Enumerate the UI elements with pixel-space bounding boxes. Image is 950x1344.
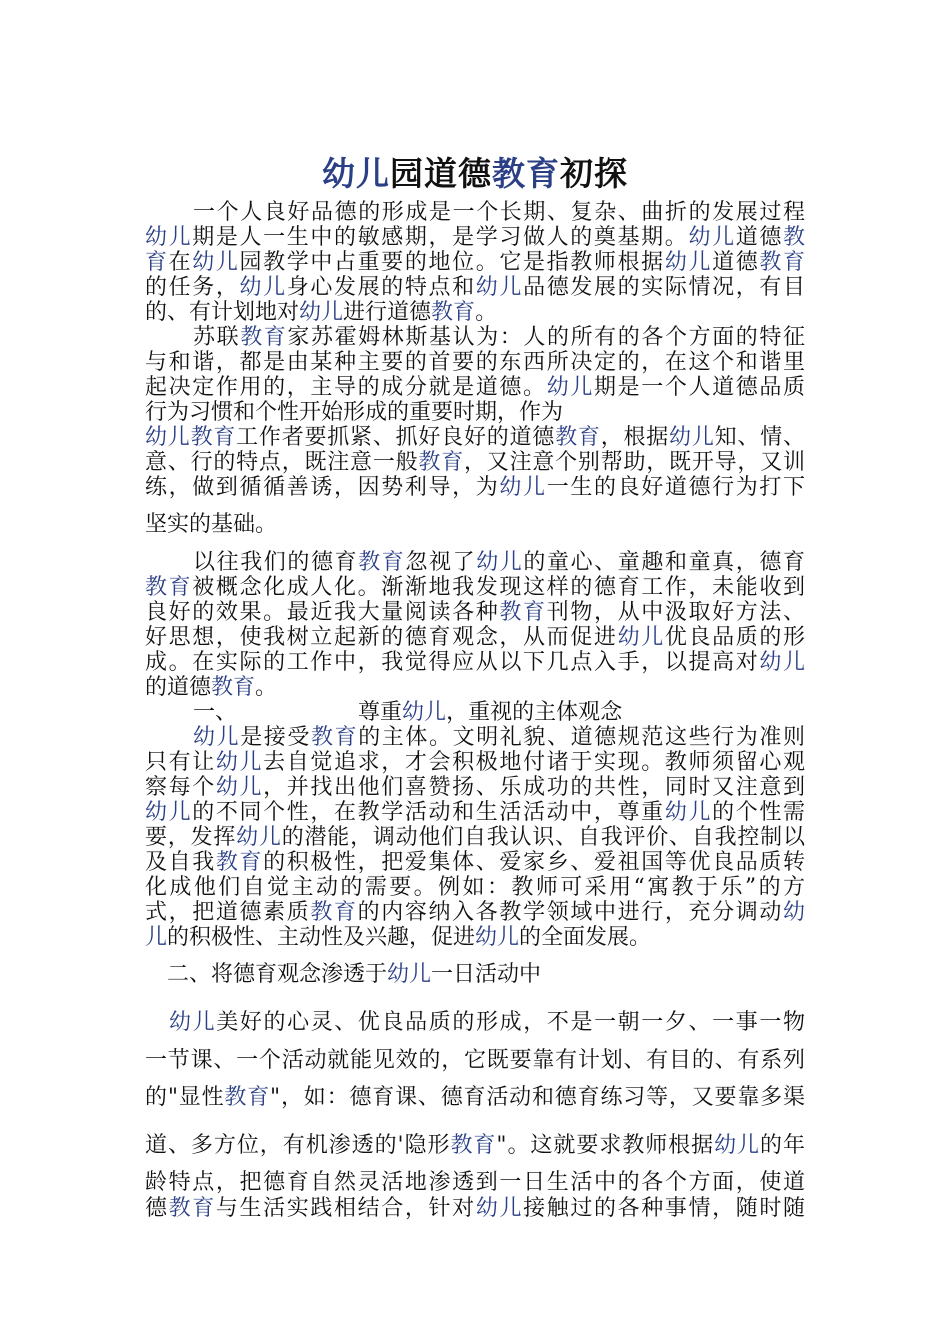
text-segment: 练，做到循循善诱，因势利导，为 [145, 475, 500, 500]
highlighted-term: 教育 [211, 675, 256, 700]
text-segment: 园教学中占重要的地位。它是指教师根据 [239, 250, 665, 275]
text-segment: 一个人良好品德的形成是一个长期、复杂、曲折的发展过程 [193, 200, 805, 225]
text-segment: 意、行的特点，既注意一般 [145, 450, 419, 475]
highlighted-term: 幼儿 [669, 425, 715, 450]
highlighted-term: 教育 [431, 300, 476, 325]
text-segment: 去自觉追求，才会积极地付诸于实现。教师须留心观 [263, 750, 805, 775]
title-highlight-segment: 教育 [492, 154, 560, 193]
text-segment: 龄特点，把德育自然灵活地渗透到一日生活中的各个方面，使道 [145, 1170, 805, 1195]
text-segment: 苏联 [193, 325, 241, 350]
text-segment: 进行道德 [343, 300, 432, 325]
text-segment: 的"显性 [145, 1085, 225, 1110]
highlighted-term: 幼儿 [664, 250, 713, 275]
highlighted-term: 幼儿 [759, 650, 805, 675]
highlighted-term: 幼儿 [617, 625, 665, 650]
text-segment: 的潜能，调动他们自我认识、自我评价、自我控制以 [281, 825, 805, 850]
highlighted-term: 教育 [168, 1196, 216, 1221]
text-segment: 的道德 [145, 675, 212, 700]
highlighted-term: 幼儿 [546, 375, 594, 400]
highlighted-term: 教育 [358, 550, 406, 575]
document-title [0, 152, 950, 196]
text-segment: 一日活动中 [431, 962, 542, 987]
text-segment: 与生活实践相结合，针对 [215, 1196, 476, 1221]
text-line [145, 475, 805, 500]
text-line [145, 600, 805, 625]
highlighted-term: 幼儿 [299, 300, 344, 325]
text-line [145, 1133, 805, 1158]
highlighted-term: 儿 [145, 925, 168, 950]
text-segment: 的童心、童趣和童真，德育 [523, 550, 805, 575]
text-line [145, 375, 805, 400]
text-segment: 。 [255, 675, 278, 700]
highlighted-term: 教 [782, 225, 805, 250]
text-segment: 的、有计划地对 [145, 300, 300, 325]
text-segment: 美好的心灵、优良品质的形成，不是一朝一夕、一事一物 [216, 1010, 805, 1035]
text-segment: 的主体。文明礼貌、道德规范这些行为准则 [358, 725, 805, 750]
text-segment: 及自我 [145, 850, 216, 875]
highlighted-term: 幼儿 [193, 725, 241, 750]
text-segment: 工作者要抓紧、抓好良好的道德 [236, 425, 556, 450]
highlighted-term: 幼儿 [387, 962, 432, 987]
text-segment: 化成他们自觉主动的需要。例如：教师可采用“寓教于乐”的方 [145, 875, 805, 900]
text-segment: 好思想，使我树立起新的德育观念，从而促进 [145, 625, 618, 650]
text-segment: ，重视的主体观念 [446, 700, 623, 725]
text-segment: 家苏霍姆林斯基认为：人的所有的各个方面的特征 [287, 325, 805, 350]
text-segment: ，根据 [600, 425, 670, 450]
text-segment: 一生的良好道德行为打下 [546, 475, 805, 500]
text-line [167, 962, 805, 987]
text-line [193, 700, 805, 725]
highlighted-term: 幼儿 [499, 475, 547, 500]
text-line [145, 850, 805, 875]
title-highlight-segment: 幼儿 [322, 154, 390, 193]
highlighted-term: 教育 [145, 575, 193, 600]
text-segment: 尊重 [358, 700, 403, 725]
text-line [145, 350, 805, 375]
text-line [145, 650, 805, 675]
title-segment: 园道德 [390, 154, 492, 193]
highlighted-term: 幼 [782, 900, 805, 925]
text-segment: 的积极性、主动性及兴趣，促进 [167, 925, 476, 950]
highlighted-term: 幼儿 [236, 825, 282, 850]
title-segment: 初探 [560, 154, 628, 193]
highlighted-term: 育 [145, 250, 169, 275]
highlighted-term: 幼儿 [145, 800, 193, 825]
text-segment: 道德 [735, 225, 783, 250]
highlighted-term: 幼儿 [714, 1133, 760, 1158]
text-segment: 忽视了 [405, 550, 477, 575]
text-segment: 一节课、一个活动就能见效的，它既要靠有计划、有目的、有系列 [145, 1048, 805, 1073]
highlighted-term: 教育 [499, 600, 547, 625]
text-segment: 的积极性，把爱集体、爱家乡、爱祖国等优良品质转 [263, 850, 805, 875]
highlighted-term: 教育 [450, 1133, 497, 1158]
text-segment: 坚实的基础。 [145, 512, 278, 537]
text-segment: 。 [475, 300, 498, 325]
text-line [145, 900, 805, 925]
highlighted-term: 幼儿 [475, 925, 520, 950]
text-line [145, 675, 805, 700]
text-line [145, 575, 805, 600]
text-line [145, 825, 805, 850]
text-segment: 只有让 [145, 750, 216, 775]
highlighted-term: 幼儿 [475, 275, 524, 300]
highlighted-term: 幼儿教育 [145, 425, 237, 450]
highlighted-term: 幼儿 [192, 250, 240, 275]
highlighted-term: 幼儿 [239, 275, 287, 300]
text-segment: 品德发展的实际情况，有目 [523, 275, 805, 300]
highlighted-term: 幼儿 [215, 775, 264, 800]
text-line [169, 1010, 805, 1035]
text-line [145, 300, 805, 325]
highlighted-term: 教育 [224, 1085, 271, 1110]
text-line [145, 800, 805, 825]
text-segment: 刊物，从中汲取好方法、 [546, 600, 805, 625]
text-line [145, 1196, 805, 1221]
text-segment: 是接受 [240, 725, 311, 750]
text-line [145, 425, 805, 450]
text-segment: 成。在实际的工作中，我觉得应从以下几点入手，以提高对 [145, 650, 760, 675]
text-line [145, 1170, 805, 1195]
text-segment: 以往我们的德育 [193, 550, 359, 575]
highlighted-term: 教育 [215, 850, 264, 875]
text-segment: 道德 [712, 250, 760, 275]
text-line [145, 450, 805, 475]
highlighted-term: 幼儿 [402, 700, 447, 725]
text-line [145, 275, 805, 300]
text-line [193, 725, 805, 750]
highlighted-term: 幼儿 [476, 550, 524, 575]
text-line [193, 550, 805, 575]
text-line [145, 1085, 805, 1110]
text-segment: 接触过的各种事情，随时随 [523, 1196, 805, 1221]
text-segment: 良好的效果。最近我大量阅读各种 [145, 600, 500, 625]
text-segment: 身心发展的特点和 [286, 275, 476, 300]
text-segment: 知、情、 [714, 425, 805, 450]
text-line [145, 512, 805, 537]
highlighted-term: 幼儿 [145, 225, 193, 250]
text-segment: 的内容纳入各教学领域中进行，充分调动 [357, 900, 783, 925]
text-segment: 式，把道德素质 [145, 900, 311, 925]
text-line [145, 400, 805, 425]
text-segment: "，如：德育课、德育活动和德育练习等，又要靠多渠 [270, 1085, 805, 1110]
text-segment: 行为习惯和个性开始形成的重要时期，作为 [145, 400, 564, 425]
highlighted-term: 教育 [240, 325, 288, 350]
text-segment: 期是人一生中的敏感期，是学习做人的奠基期。 [192, 225, 689, 250]
text-line [193, 200, 805, 225]
highlighted-term: 教育 [555, 425, 601, 450]
highlighted-term: 教育 [310, 900, 358, 925]
highlighted-term: 幼儿 [215, 750, 264, 775]
text-line [193, 325, 805, 350]
text-segment: 的年 [760, 1133, 805, 1158]
text-segment: "。这就要求教师根据 [496, 1133, 715, 1158]
highlighted-term: 幼儿 [475, 1196, 524, 1221]
text-segment: ，又注意个别帮助，既开导，又训 [464, 450, 805, 475]
text-segment: 被概念化成人化。渐渐地我发现这样的德育工作，未能收到 [192, 575, 805, 600]
text-segment: 的不同个性，在教学活动和生活活动中，尊重 [192, 800, 665, 825]
text-segment: ，并找出他们喜赞扬、乐成功的共性，同时又注意到 [263, 775, 805, 800]
highlighted-term: 幼儿 [169, 1010, 217, 1035]
text-segment: 的个性需 [712, 800, 805, 825]
text-line [145, 925, 805, 950]
highlighted-term: 幼儿 [688, 225, 736, 250]
text-segment: 的全面发展。 [519, 925, 652, 950]
highlighted-term: 教育 [418, 450, 464, 475]
text-line [145, 1048, 805, 1073]
text-segment: 起决定作用的，主导的成分就是道德。 [145, 375, 547, 400]
text-segment: 一、 [193, 700, 227, 725]
text-segment: 优良品质的形 [664, 625, 805, 650]
text-segment: 道、多方位，有机渗透的'隐形 [145, 1133, 451, 1158]
text-line [145, 625, 805, 650]
text-segment [226, 700, 358, 725]
text-segment: 察每个 [145, 775, 216, 800]
text-segment: 与和谐，都是由某种主要的首要的东西所决定的，在这个和谐里 [145, 350, 805, 375]
text-line [145, 250, 805, 275]
text-segment: 德 [145, 1196, 169, 1221]
text-line [145, 750, 805, 775]
text-segment: 的任务， [145, 275, 240, 300]
highlighted-term: 幼儿 [664, 800, 713, 825]
text-line [145, 875, 805, 900]
text-segment: 在 [168, 250, 193, 275]
text-line [145, 775, 805, 800]
text-segment: 二、将德育观念渗透于 [167, 962, 388, 987]
highlighted-term: 教育 [759, 250, 805, 275]
text-segment: 期是一个人道德品质 [593, 375, 805, 400]
text-line [145, 225, 805, 250]
highlighted-term: 教育 [311, 725, 359, 750]
text-segment: 要，发挥 [145, 825, 237, 850]
